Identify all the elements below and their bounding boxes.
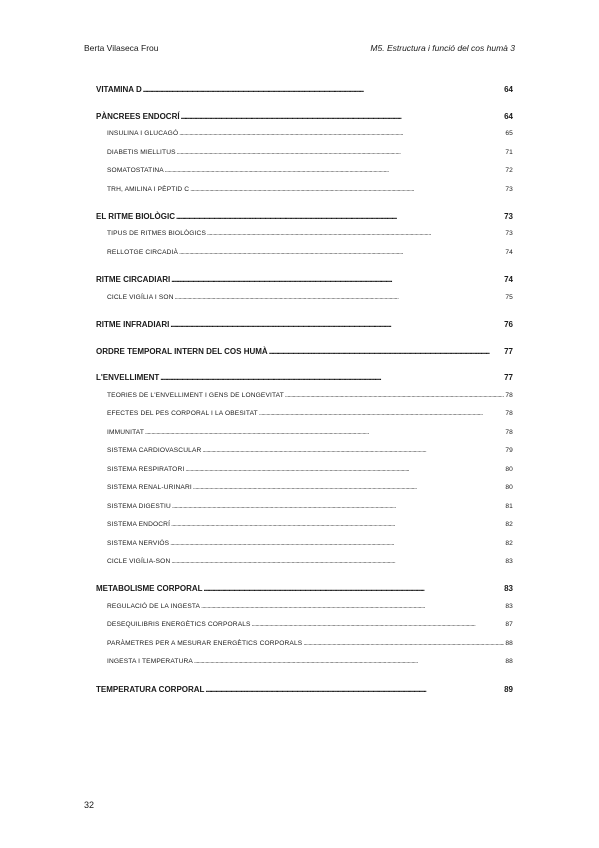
toc-subsection-entry[interactable] xyxy=(107,484,513,491)
toc-entry-label: RITME CIRCADIARI xyxy=(96,275,171,284)
toc-entry-label: SISTEMA NERVIÓS xyxy=(107,540,170,547)
toc-entry-page: 65 xyxy=(505,130,513,137)
toc-entry-page: 78 xyxy=(505,429,513,436)
toc-entry-label: DESEQUILIBRIS ENERGÈTICS CORPORALS xyxy=(107,621,251,628)
toc-subsection-entry[interactable] xyxy=(107,230,513,237)
toc-entry-label: METABOLISME CORPORAL xyxy=(96,584,203,593)
toc-entry-label: ORDRE TEMPORAL INTERN DEL COS HUMÀ xyxy=(96,347,268,356)
toc-entry-page: 75 xyxy=(505,294,513,301)
toc-dot-leader xyxy=(177,149,505,156)
toc-entry-page: 83 xyxy=(504,584,513,593)
toc-dot-leader xyxy=(252,621,505,628)
toc-subsection-entry[interactable] xyxy=(107,429,513,436)
toc-dot-leader xyxy=(205,685,503,694)
toc-dot-leader xyxy=(204,584,504,593)
page-number: 32 xyxy=(84,800,95,810)
toc-subsection-entry[interactable] xyxy=(107,621,513,628)
toc-entry-label: TIPUS DE RITMES BIOLÒGICS xyxy=(107,230,207,237)
toc-section-entry[interactable] xyxy=(96,85,513,94)
toc-entry-label: IMMUNITAT xyxy=(107,429,144,436)
toc-dot-leader xyxy=(179,130,504,137)
toc-subsection-entry[interactable] xyxy=(107,186,513,193)
toc-entry-page: 82 xyxy=(505,540,513,547)
toc-subsection-entry[interactable] xyxy=(107,249,513,256)
toc-entry-page: 73 xyxy=(505,186,513,193)
toc-entry-label: CICLE VIGÍLIA-SON xyxy=(107,558,171,565)
toc-entry-page: 89 xyxy=(504,685,513,694)
toc-dot-leader xyxy=(259,410,505,417)
toc-dot-leader xyxy=(201,603,504,610)
toc-subsection-entry[interactable] xyxy=(107,294,513,301)
toc-dot-leader xyxy=(179,249,504,256)
toc-entry-label: SOMATOSTATINA xyxy=(107,167,164,174)
toc-entry-label: SISTEMA CARDIOVASCULAR xyxy=(107,447,202,454)
toc-dot-leader xyxy=(193,484,505,491)
toc-dot-leader xyxy=(145,429,504,436)
toc-entry-label: TRH, AMILINA I PÈPTID C xyxy=(107,186,190,193)
toc-dot-leader xyxy=(190,186,504,193)
toc-entry-page: 83 xyxy=(505,558,513,565)
toc-dot-leader xyxy=(143,85,503,94)
toc-entry-page: 83 xyxy=(505,603,513,610)
toc-dot-leader xyxy=(175,294,505,301)
toc-entry-label: SISTEMA DIGESTIU xyxy=(107,503,171,510)
toc-section-entry[interactable] xyxy=(96,112,513,121)
toc-subsection-entry[interactable] xyxy=(107,503,513,510)
header-author: Berta Vilaseca Frou xyxy=(84,43,159,53)
toc-entry-label: CICLE VIGÍLIA I SON xyxy=(107,294,174,301)
toc-subsection-entry[interactable] xyxy=(107,640,513,647)
toc-dot-leader xyxy=(172,503,504,510)
toc-subsection-entry[interactable] xyxy=(107,603,513,610)
toc-entry-label: TEORIES DE L'ENVELLIMENT I GENS DE LONGEVITAT xyxy=(107,392,284,399)
toc-entry-page: 77 xyxy=(504,373,513,382)
toc-entry-label: SISTEMA RENAL-URINARI xyxy=(107,484,192,491)
toc-dot-leader xyxy=(303,640,504,647)
toc-section-entry[interactable] xyxy=(96,685,513,694)
toc-entry-page: 73 xyxy=(504,212,513,221)
toc-dot-leader xyxy=(285,392,504,399)
toc-subsection-entry[interactable] xyxy=(107,410,513,417)
toc-subsection-entry[interactable] xyxy=(107,167,513,174)
toc-dot-leader xyxy=(165,167,505,174)
page-header xyxy=(84,43,515,57)
toc-entry-page: 73 xyxy=(505,230,513,237)
toc-entry-page: 64 xyxy=(504,85,513,94)
toc-entry-page: 76 xyxy=(504,320,513,329)
toc-entry-label: SISTEMA ENDOCRÍ xyxy=(107,521,171,528)
toc-entry-page: 74 xyxy=(504,275,513,284)
toc-dot-leader xyxy=(181,112,504,121)
toc-entry-page: 78 xyxy=(505,410,513,417)
toc-dot-leader xyxy=(170,540,504,547)
toc-entry-label: INGESTA I TEMPERATURA xyxy=(107,658,193,665)
toc-dot-leader xyxy=(171,275,503,284)
toc-dot-leader xyxy=(171,521,504,528)
toc-section-entry[interactable] xyxy=(96,347,513,356)
toc-entry-page: 87 xyxy=(505,621,513,628)
toc-entry-page: 82 xyxy=(505,521,513,528)
toc-subsection-entry[interactable] xyxy=(107,558,513,565)
toc-subsection-entry[interactable] xyxy=(107,521,513,528)
toc-entry-label: VITAMINA D xyxy=(96,85,142,94)
toc-entry-page: 81 xyxy=(505,503,513,510)
toc-entry-page: 88 xyxy=(505,640,513,647)
toc-entry-page: 80 xyxy=(505,466,513,473)
toc-subsection-entry[interactable] xyxy=(107,540,513,547)
toc-subsection-entry[interactable] xyxy=(107,466,513,473)
toc-subsection-entry[interactable] xyxy=(107,658,513,665)
toc-section-entry[interactable] xyxy=(96,584,513,593)
toc-dot-leader xyxy=(269,347,503,356)
toc-entry-label: EL RITME BIOLÒGIC xyxy=(96,212,175,221)
toc-entry-page: 72 xyxy=(505,167,513,174)
toc-entry-page: 78 xyxy=(505,392,513,399)
toc-dot-leader xyxy=(202,447,504,454)
toc-section-entry[interactable] xyxy=(96,373,513,382)
toc-subsection-entry[interactable] xyxy=(107,149,513,156)
toc-entry-page: 74 xyxy=(505,249,513,256)
toc-entry-page: 88 xyxy=(505,658,513,665)
toc-entry-label: INSULINA I GLUCAGÓ xyxy=(107,130,179,137)
toc-entry-page: 77 xyxy=(504,347,513,356)
toc-entry-label: DIABETIS MIELLITUS xyxy=(107,149,176,156)
toc-entry-label: PÀNCREES ENDOCRÍ xyxy=(96,112,180,121)
toc-entry-label: SISTEMA RESPIRATORI xyxy=(107,466,185,473)
toc-entry-label: PARÀMETRES PER A MESURAR ENERGÈTICS CORPORALS xyxy=(107,640,303,647)
toc-entry-page: 64 xyxy=(504,112,513,121)
toc-dot-leader xyxy=(171,558,504,565)
toc-subsection-entry[interactable] xyxy=(107,130,513,137)
toc-entry-label: RELLOTGE CIRCADIÀ xyxy=(107,249,179,256)
toc-dot-leader xyxy=(160,373,503,382)
toc-entry-label: RITME INFRADIARI xyxy=(96,320,170,329)
toc-section-entry[interactable] xyxy=(96,275,513,284)
toc-subsection-entry[interactable] xyxy=(107,447,513,454)
toc-dot-leader xyxy=(176,212,503,221)
toc-dot-leader xyxy=(185,466,504,473)
header-title: M5. Estructura i funció del cos humà 3 xyxy=(370,43,515,53)
toc-dot-leader xyxy=(207,230,504,237)
toc-entry-page: 80 xyxy=(505,484,513,491)
toc-entry-label: L'ENVELLIMENT xyxy=(96,373,160,382)
toc-entry-label: EFECTES DEL PES CORPORAL I LA OBESITAT xyxy=(107,410,258,417)
toc-entry-page: 79 xyxy=(505,447,513,454)
toc-section-entry[interactable] xyxy=(96,212,513,221)
toc-dot-leader xyxy=(170,320,503,329)
toc-entry-label: REGULACIÓ DE LA INGESTA xyxy=(107,603,201,610)
toc-subsection-entry[interactable] xyxy=(107,392,513,399)
toc-dot-leader xyxy=(194,658,504,665)
toc-entry-page: 71 xyxy=(505,149,513,156)
toc-entry-label: TEMPERATURA CORPORAL xyxy=(96,685,205,694)
toc-section-entry[interactable] xyxy=(96,320,513,329)
